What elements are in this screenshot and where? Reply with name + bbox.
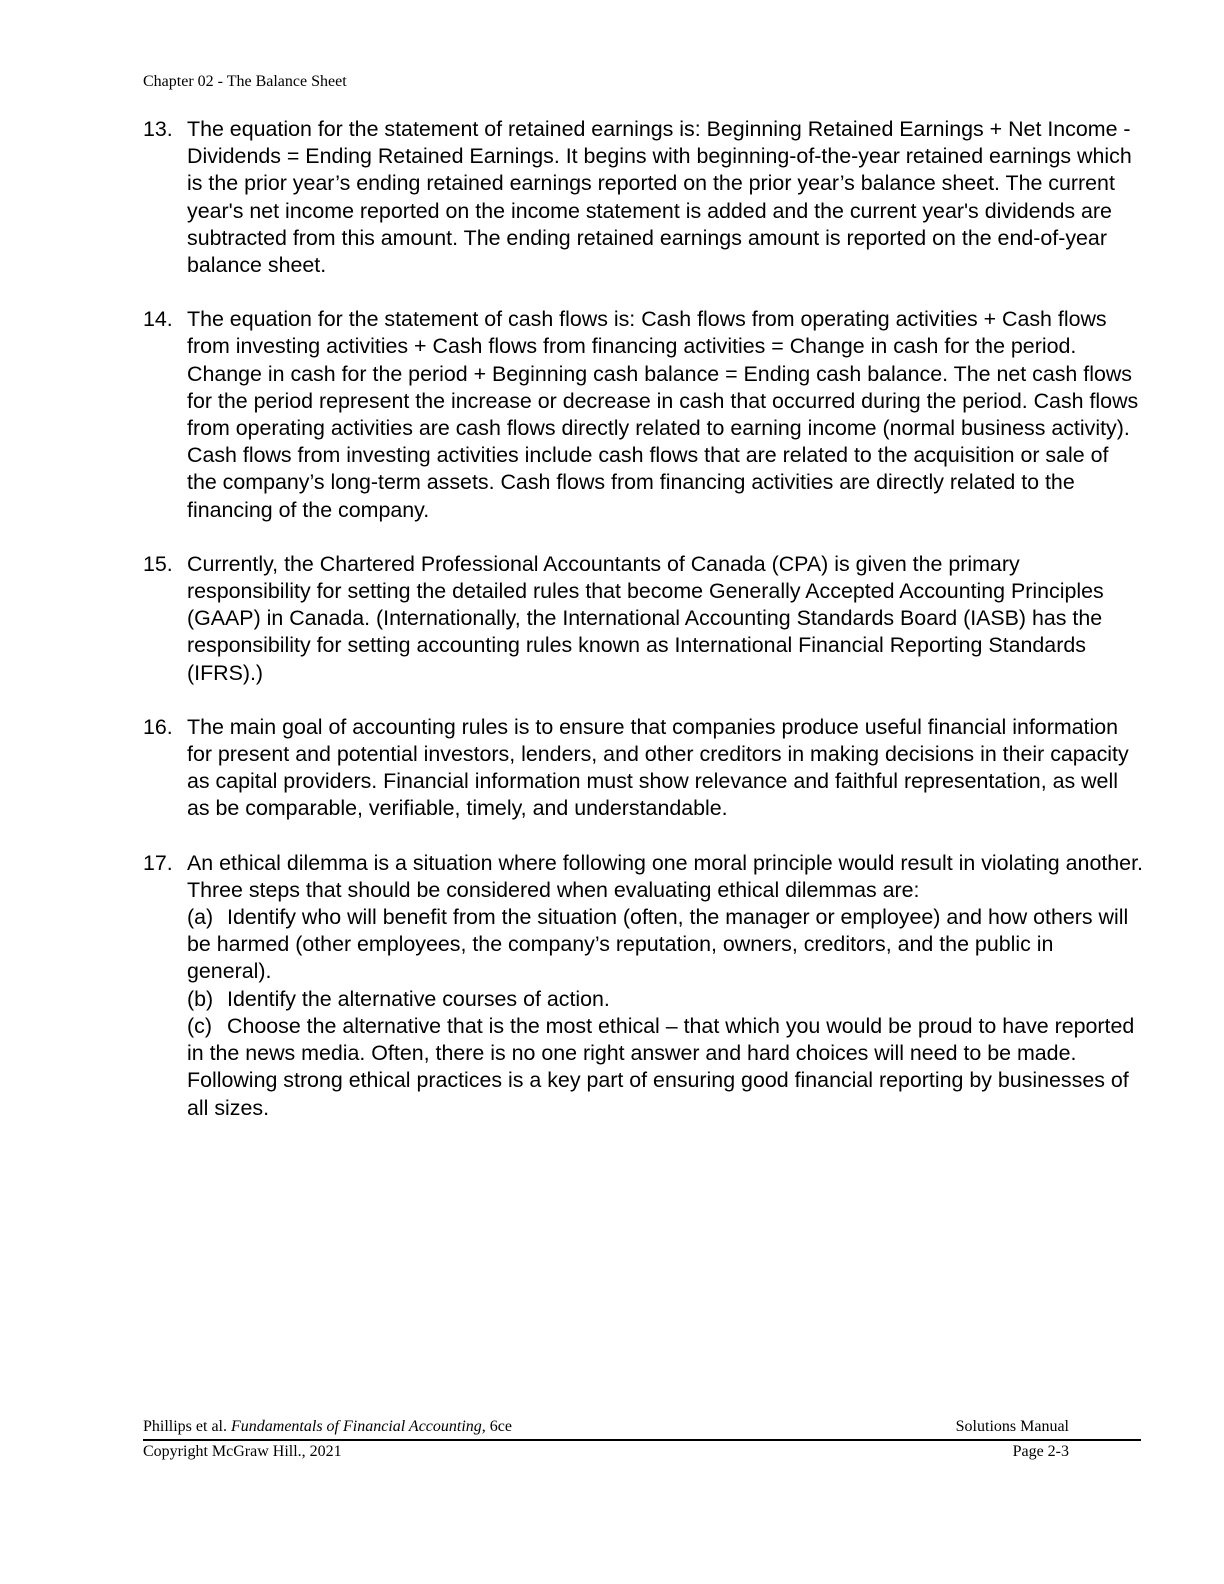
step-label: (c) [187, 1013, 212, 1038]
item-intro: An ethical dilemma is a situation where following one moral principle would result in violating another. Three steps that should be considered when evaluating ethical dilemmas are: [187, 850, 1143, 902]
answer-item-13 [143, 116, 1143, 279]
step-c [187, 1013, 1143, 1122]
step-label: (b) [187, 986, 214, 1011]
item-number: 13. [143, 117, 173, 141]
step-a [187, 904, 1143, 986]
answer-item-16 [143, 714, 1143, 823]
step-label: (a) [187, 905, 214, 930]
item-text: The main goal of accounting rules is to ensure that companies produce useful financial information for present and potential investors, lenders, and other creditors in making decisions in their capacity as capital providers. Financial information must show relevance and faithful representation, as well as be comparable, verifiable, timely, and understandable. [187, 714, 1129, 821]
step-text: Choose the alternative that is the most ethical – that which you would be proud to have reported in the news media. Often, there is no one right answer and hard choices will need to be made. Following strong ethical practices is a key part of ensuring good financial reporting by businesses of all sizes. [187, 1013, 1135, 1120]
item-number: 15. [143, 551, 173, 576]
footer-top-line [143, 1417, 1141, 1441]
step-text: Identify who will benefit from the situation (often, the manager or employee) and how others will be harmed (other employees, the company’s reputation, owners, creditors, and the public in general). [187, 905, 1129, 984]
answer-item-17 [143, 850, 1143, 1122]
answer-item-14 [143, 306, 1143, 524]
item-text: The equation for the statement of retained earnings is: Beginning Retained Earnings + Net Income - Dividends = Ending Retained Earnings. It begins with beginning-of-the-year retained earnings which is the prior year’s ending retained earnings reported on the prior year’s balance sheet. The current year's net income reported on the income statement is added and the current year's dividends are subtracted from this amount. The ending retained earnings amount is reported on the end-of-year balance sheet. [187, 117, 1132, 278]
page-number: Page 2-3 [1012, 1443, 1069, 1460]
copyright: Copyright McGraw Hill., 2021 [143, 1443, 342, 1460]
step-b [187, 986, 1143, 1013]
authors: Phillips et al. [143, 1418, 227, 1435]
chapter-header: Chapter 02 - The Balance Sheet [143, 73, 347, 90]
answers-list [143, 116, 1143, 1149]
item-text: Currently, the Chartered Professional Accountants of Canada (CPA) is given the primary responsibility for setting the detailed rules that become Generally Accepted Accounting Principles (GAAP) in Canada. (Internationally, the International Accounting Standards Board (IASB) has the responsibility for setting accounting rules known as International Financial Reporting Standards (IFRS).) [187, 551, 1104, 685]
item-number: 14. [143, 307, 173, 332]
item-text: The equation for the statement of cash flows is: Cash flows from operating activities + Cash flows from investing activities + Cash flows from financing activities = Change in cash for the period. Change in cash for the period + Beginning cash balance = Ending cash balance. The net cash flows for the period represent the increase or decrease in cash that occurred during the period. Cash flows from operating activities are cash flows directly related to earning income (normal business activity). Cash flows from investing activities include cash flows that are related to the acquisition or sale of the company’s long-term assets. Cash flows from financing activities are directly related to the financing of the company. [187, 307, 1139, 522]
answer-item-15 [143, 551, 1143, 687]
book-title: Fundamentals of Financial Accounting [231, 1418, 482, 1435]
step-text: Identify the alternative courses of action. [227, 986, 610, 1011]
item-number: 16. [143, 714, 173, 739]
item-number: 17. [143, 850, 173, 875]
book-citation [143, 1417, 512, 1437]
edition: , 6ce [481, 1418, 512, 1435]
manual-name: Solutions Manual [955, 1418, 1069, 1435]
